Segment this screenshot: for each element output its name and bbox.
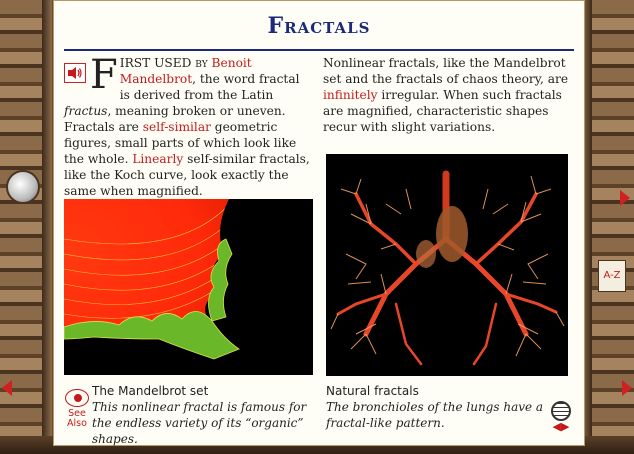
left-column-text bbox=[64, 52, 312, 199]
caption-body: The bronchioles of the lungs have a fractal-like pattern. bbox=[326, 400, 544, 430]
speaker-icon bbox=[67, 66, 83, 80]
drop-cap: F bbox=[90, 52, 118, 98]
sound-button[interactable] bbox=[64, 63, 86, 83]
mandelbrot-illustration bbox=[64, 199, 313, 375]
link-linearly[interactable]: Linearly bbox=[132, 152, 184, 166]
title-divider bbox=[64, 49, 574, 51]
caption-body: This nonlinear fractal is famous for the endless variety of its “organic” shapes. bbox=[92, 400, 307, 446]
body-text-italic: fractus bbox=[64, 104, 108, 118]
body-text: irregular. When such fractals are magnified, characteristic shapes recur with slight variations. bbox=[323, 88, 562, 134]
body-text: Nonlinear fractals, like the Mandelbrot set and the fractals of chaos theory, are bbox=[323, 56, 569, 86]
navigation-button[interactable] bbox=[548, 401, 574, 443]
clock-icon[interactable] bbox=[6, 170, 40, 204]
caption-title: Natural fractals bbox=[326, 384, 419, 398]
link-benoit-mandelbrot[interactable]: Benoit Mandelbrot bbox=[119, 56, 252, 86]
mandelbrot-image[interactable] bbox=[64, 199, 313, 375]
next-arrow-icon[interactable] bbox=[622, 380, 632, 396]
mandelbrot-caption bbox=[92, 383, 318, 447]
eye-icon bbox=[65, 389, 89, 407]
lungs-image[interactable] bbox=[326, 154, 568, 376]
caption-title: The Mandelbrot set bbox=[92, 384, 209, 398]
body-text: self-similar fractals, like the Koch curve, look exactly the same when magnified. bbox=[64, 152, 310, 198]
body-text: , the word fractal is derived from the Latin bbox=[119, 72, 300, 102]
navigator-icon bbox=[551, 401, 571, 421]
side-arrow-icon[interactable] bbox=[620, 190, 630, 206]
right-column-text bbox=[323, 55, 575, 135]
see-also-button[interactable] bbox=[63, 389, 91, 429]
intro-caps: IRST USED by bbox=[119, 56, 212, 70]
body-text: geometric figures, small parts of which look like the whole. bbox=[64, 120, 297, 166]
az-index-button[interactable]: A-Z bbox=[598, 260, 626, 292]
see-also-label-1: See bbox=[68, 408, 86, 419]
see-also-label-2: Also bbox=[67, 418, 87, 429]
left-right-arrows-icon: ◀▶ bbox=[552, 420, 570, 433]
natural-caption bbox=[326, 383, 566, 431]
link-infinitely[interactable]: infinitely bbox=[323, 88, 378, 102]
page-title: Fractals bbox=[267, 13, 371, 39]
link-self-similar[interactable]: self-similar bbox=[142, 120, 211, 134]
body-text: , meaning broken or uneven. Fractals are bbox=[64, 104, 286, 134]
lungs-illustration bbox=[326, 154, 568, 376]
previous-arrow-icon[interactable] bbox=[2, 380, 12, 396]
article-page bbox=[53, 0, 585, 446]
